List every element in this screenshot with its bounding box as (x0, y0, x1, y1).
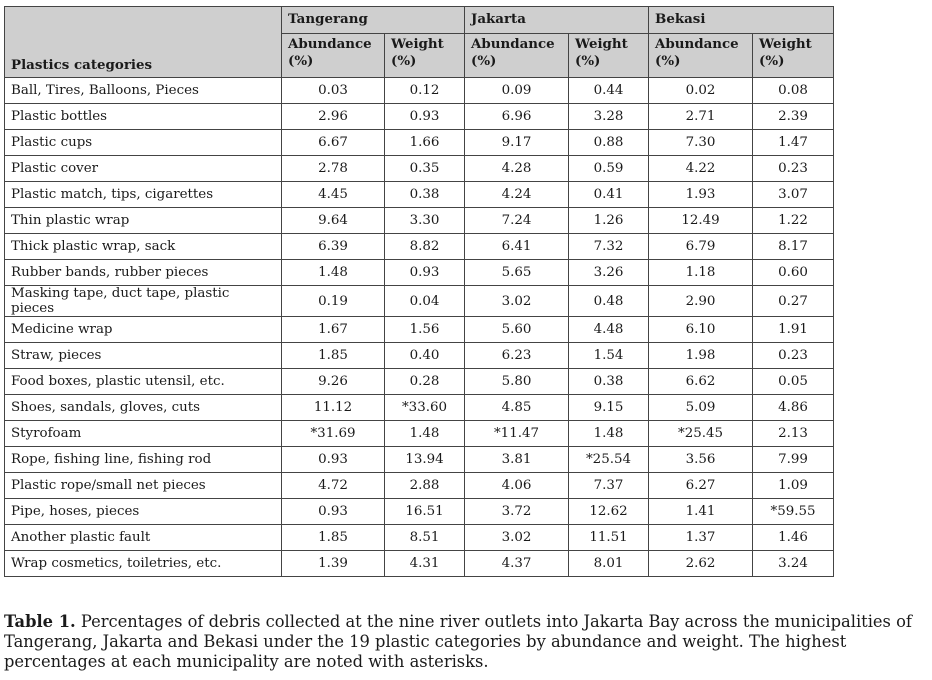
abundance-cell: 0.02 (649, 78, 753, 104)
category-cell: Pipe, hoses, pieces (5, 499, 282, 525)
abundance-cell: 1.48 (282, 260, 385, 286)
table-row (5, 499, 834, 525)
weight-cell: 7.37 (569, 473, 649, 499)
weight-cell: 0.08 (753, 78, 834, 104)
municipality-header-bekasi: Bekasi (649, 7, 834, 34)
abundance-cell: 2.78 (282, 156, 385, 182)
weight-cell: 2.13 (753, 421, 834, 447)
abundance-cell: 3.02 (465, 525, 569, 551)
weight-cell: 4.31 (385, 551, 465, 577)
weight-cell: 1.26 (569, 208, 649, 234)
weight-cell: 0.23 (753, 156, 834, 182)
abundance-cell: *25.45 (649, 421, 753, 447)
table-row (5, 317, 834, 343)
category-cell: Styrofoam (5, 421, 282, 447)
weight-cell: 0.88 (569, 130, 649, 156)
abundance-cell: 6.23 (465, 343, 569, 369)
table-row (5, 369, 834, 395)
debris-table (4, 6, 834, 577)
category-cell: Straw, pieces (5, 343, 282, 369)
category-cell: Plastic bottles (5, 104, 282, 130)
category-cell: Thin plastic wrap (5, 208, 282, 234)
abundance-cell: 0.93 (282, 499, 385, 525)
category-cell: Medicine wrap (5, 317, 282, 343)
table-row (5, 447, 834, 473)
abundance-cell: 6.39 (282, 234, 385, 260)
category-cell: Thick plastic wrap, sack (5, 234, 282, 260)
abundance-cell: 4.24 (465, 182, 569, 208)
category-cell: Rubber bands, rubber pieces (5, 260, 282, 286)
abundance-cell: 2.90 (649, 286, 753, 317)
municipality-header-tangerang: Tangerang (282, 7, 465, 34)
table-row (5, 104, 834, 130)
table-row (5, 130, 834, 156)
category-cell: Plastic cover (5, 156, 282, 182)
weight-cell: 8.51 (385, 525, 465, 551)
weight-cell: 2.39 (753, 104, 834, 130)
weight-cell: 3.30 (385, 208, 465, 234)
weight-cell: 0.41 (569, 182, 649, 208)
weight-cell: 0.12 (385, 78, 465, 104)
weight-cell: 1.48 (569, 421, 649, 447)
weight-cell: 1.91 (753, 317, 834, 343)
abundance-cell: 4.72 (282, 473, 385, 499)
weight-cell: 0.28 (385, 369, 465, 395)
table-row (5, 421, 834, 447)
weight-header: Weight (%) (753, 34, 834, 78)
abundance-cell: 7.24 (465, 208, 569, 234)
category-header: Plastics categories (5, 7, 282, 78)
weight-cell: 4.86 (753, 395, 834, 421)
abundance-header: Abundance (%) (465, 34, 569, 78)
category-cell: Wrap cosmetics, toiletries, etc. (5, 551, 282, 577)
weight-cell: *59.55 (753, 499, 834, 525)
abundance-cell: 5.65 (465, 260, 569, 286)
weight-cell: *25.54 (569, 447, 649, 473)
table-row (5, 551, 834, 577)
weight-cell: 0.27 (753, 286, 834, 317)
category-cell: Plastic cups (5, 130, 282, 156)
abundance-header: Abundance (%) (649, 34, 753, 78)
weight-cell: 0.40 (385, 343, 465, 369)
table-row (5, 78, 834, 104)
abundance-cell: 9.26 (282, 369, 385, 395)
category-cell: Shoes, sandals, gloves, cuts (5, 395, 282, 421)
caption-label: Table 1. (4, 612, 76, 631)
table-caption (4, 612, 930, 672)
table-row (5, 156, 834, 182)
abundance-cell: 6.67 (282, 130, 385, 156)
weight-cell: 0.35 (385, 156, 465, 182)
table-row (5, 395, 834, 421)
abundance-cell: 4.85 (465, 395, 569, 421)
abundance-cell: 6.96 (465, 104, 569, 130)
abundance-cell: 4.22 (649, 156, 753, 182)
abundance-cell: 3.81 (465, 447, 569, 473)
category-cell: Plastic rope/small net pieces (5, 473, 282, 499)
weight-cell: 0.05 (753, 369, 834, 395)
weight-cell: 0.44 (569, 78, 649, 104)
abundance-cell: 3.56 (649, 447, 753, 473)
category-cell: Masking tape, duct tape, plastic pieces (5, 286, 282, 317)
abundance-cell: 11.12 (282, 395, 385, 421)
abundance-cell: 4.37 (465, 551, 569, 577)
abundance-cell: 3.02 (465, 286, 569, 317)
weight-header: Weight (%) (569, 34, 649, 78)
municipality-header-jakarta: Jakarta (465, 7, 649, 34)
abundance-cell: 0.93 (282, 447, 385, 473)
abundance-cell: 4.45 (282, 182, 385, 208)
weight-cell: 0.23 (753, 343, 834, 369)
weight-cell: 12.62 (569, 499, 649, 525)
abundance-cell: 0.19 (282, 286, 385, 317)
weight-cell: 0.93 (385, 260, 465, 286)
abundance-cell: 4.28 (465, 156, 569, 182)
abundance-cell: 1.98 (649, 343, 753, 369)
abundance-cell: 4.06 (465, 473, 569, 499)
abundance-header: Abundance (%) (282, 34, 385, 78)
abundance-cell: 2.71 (649, 104, 753, 130)
weight-cell: 1.22 (753, 208, 834, 234)
weight-cell: 0.38 (385, 182, 465, 208)
abundance-cell: 1.93 (649, 182, 753, 208)
table-row (5, 525, 834, 551)
abundance-cell: *11.47 (465, 421, 569, 447)
abundance-cell: 1.41 (649, 499, 753, 525)
weight-cell: 0.48 (569, 286, 649, 317)
table-row (5, 182, 834, 208)
weight-cell: 0.59 (569, 156, 649, 182)
weight-cell: 1.56 (385, 317, 465, 343)
abundance-cell: 0.03 (282, 78, 385, 104)
abundance-cell: 1.37 (649, 525, 753, 551)
weight-cell: 13.94 (385, 447, 465, 473)
abundance-cell: 1.85 (282, 343, 385, 369)
weight-cell: 0.04 (385, 286, 465, 317)
weight-cell: 0.60 (753, 260, 834, 286)
weight-cell: 0.93 (385, 104, 465, 130)
weight-cell: 7.99 (753, 447, 834, 473)
weight-cell: 1.46 (753, 525, 834, 551)
table-row (5, 208, 834, 234)
abundance-cell: 6.27 (649, 473, 753, 499)
abundance-cell: 9.17 (465, 130, 569, 156)
table-row (5, 286, 834, 317)
weight-cell: 8.17 (753, 234, 834, 260)
abundance-cell: 1.39 (282, 551, 385, 577)
abundance-cell: 9.64 (282, 208, 385, 234)
abundance-cell: 1.85 (282, 525, 385, 551)
weight-cell: 16.51 (385, 499, 465, 525)
table-header (5, 7, 834, 78)
abundance-cell: 6.10 (649, 317, 753, 343)
weight-cell: 3.24 (753, 551, 834, 577)
weight-cell: 2.88 (385, 473, 465, 499)
table-body (5, 78, 834, 577)
weight-cell: *33.60 (385, 395, 465, 421)
table-row (5, 234, 834, 260)
abundance-cell: 1.67 (282, 317, 385, 343)
category-cell: Food boxes, plastic utensil, etc. (5, 369, 282, 395)
category-cell: Plastic match, tips, cigarettes (5, 182, 282, 208)
weight-cell: 1.47 (753, 130, 834, 156)
table-row (5, 343, 834, 369)
abundance-cell: 7.30 (649, 130, 753, 156)
table-row (5, 473, 834, 499)
weight-cell: 7.32 (569, 234, 649, 260)
category-cell: Another plastic fault (5, 525, 282, 551)
weight-cell: 0.38 (569, 369, 649, 395)
abundance-cell: 12.49 (649, 208, 753, 234)
weight-cell: 1.54 (569, 343, 649, 369)
weight-cell: 4.48 (569, 317, 649, 343)
abundance-cell: *31.69 (282, 421, 385, 447)
weight-cell: 3.28 (569, 104, 649, 130)
weight-header: Weight (%) (385, 34, 465, 78)
abundance-cell: 5.80 (465, 369, 569, 395)
weight-cell: 3.26 (569, 260, 649, 286)
abundance-cell: 0.09 (465, 78, 569, 104)
abundance-cell: 2.96 (282, 104, 385, 130)
weight-cell: 3.07 (753, 182, 834, 208)
weight-cell: 9.15 (569, 395, 649, 421)
weight-cell: 1.09 (753, 473, 834, 499)
abundance-cell: 6.79 (649, 234, 753, 260)
weight-cell: 8.82 (385, 234, 465, 260)
table-row (5, 260, 834, 286)
abundance-cell: 6.41 (465, 234, 569, 260)
weight-cell: 1.66 (385, 130, 465, 156)
abundance-cell: 1.18 (649, 260, 753, 286)
weight-cell: 8.01 (569, 551, 649, 577)
caption-text: Percentages of debris collected at the nine river outlets into Jakarta Bay across the municipalities of Tangerang, Jakarta and Bekasi under the 19 plastic categories by abundance and weight. The highest percentages at each municipality are noted with asterisks. (4, 612, 912, 671)
weight-cell: 11.51 (569, 525, 649, 551)
abundance-cell: 5.60 (465, 317, 569, 343)
abundance-cell: 2.62 (649, 551, 753, 577)
abundance-cell: 3.72 (465, 499, 569, 525)
abundance-cell: 5.09 (649, 395, 753, 421)
weight-cell: 1.48 (385, 421, 465, 447)
abundance-cell: 6.62 (649, 369, 753, 395)
category-cell: Rope, fishing line, fishing rod (5, 447, 282, 473)
category-cell: Ball, Tires, Balloons, Pieces (5, 78, 282, 104)
